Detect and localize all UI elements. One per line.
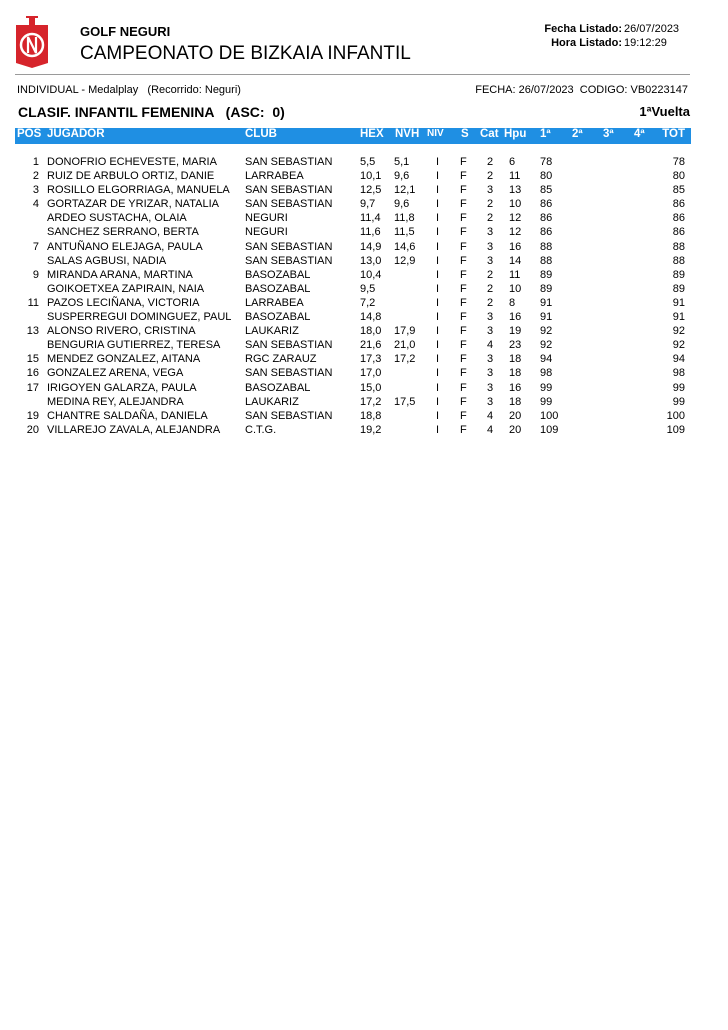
hex-cell: 14,8 — [360, 311, 382, 324]
hex-cell: 12,5 — [360, 184, 382, 197]
table-row — [0, 338, 728, 352]
position-cell: 20 — [26, 423, 39, 436]
hex-cell: 10,1 — [360, 170, 382, 183]
hpu-cell: 11 — [509, 268, 521, 281]
total-cell: 109 — [666, 423, 685, 436]
hpu-cell: 10 — [509, 282, 522, 295]
club-cell: NEGURI — [245, 226, 288, 239]
player-name: MENDEZ GONZALEZ, AITANA — [47, 353, 201, 366]
round-label: 1ªVuelta — [639, 104, 690, 119]
player-name: ROSILLO ELGORRIAGA, MANUELA — [47, 184, 230, 197]
hpu-cell: 16 — [509, 311, 522, 324]
sex-cell: F — [460, 240, 467, 253]
total-cell: 86 — [672, 198, 685, 211]
position-cell: 7 — [32, 240, 39, 253]
hex-cell: 18,0 — [360, 325, 382, 338]
round-1-cell: 91 — [540, 296, 553, 309]
player-name: VILLAREJO ZAVALA, ALEJANDRA — [47, 423, 221, 436]
club-cell: SAN SEBASTIAN — [245, 367, 333, 380]
sex-cell: F — [460, 226, 467, 239]
hex-cell: 21,6 — [360, 339, 382, 352]
club-cell: BASOZABAL — [245, 282, 311, 295]
club-cell: SAN SEBASTIAN — [245, 339, 333, 352]
hex-cell: 11,4 — [360, 212, 381, 225]
total-cell: 99 — [672, 381, 685, 394]
hpu-cell: 12 — [509, 212, 522, 225]
round-1-cell: 86 — [540, 212, 553, 225]
club-cell: SAN SEBASTIAN — [245, 156, 333, 168]
sex-cell: F — [460, 198, 467, 211]
category-cell: 3 — [487, 381, 494, 394]
club-cell: SAN SEBASTIAN — [245, 184, 333, 197]
total-cell: 88 — [672, 240, 685, 253]
col-pos: POS — [17, 128, 42, 140]
round-1-cell: 92 — [540, 325, 553, 338]
sex-cell: F — [460, 423, 467, 436]
player-name: BENGURIA GUTIERREZ, TERESA — [47, 339, 221, 352]
col-hex: HEX — [360, 128, 384, 140]
hpu-cell: 16 — [509, 381, 522, 394]
category-cell: 2 — [487, 268, 494, 281]
table-row — [0, 409, 728, 423]
list-date: 26/07/2023 — [624, 23, 680, 35]
table-row — [0, 296, 728, 310]
round-1-cell: 109 — [540, 423, 559, 436]
club-cell: SAN SEBASTIAN — [245, 409, 333, 422]
round-1-cell: 98 — [540, 367, 553, 380]
nvh-cell: 12,9 — [394, 254, 416, 267]
hpu-cell: 8 — [509, 296, 516, 309]
hpu-cell: 18 — [509, 395, 522, 408]
round-1-cell: 86 — [540, 226, 553, 239]
nvh-cell: 11,8 — [394, 212, 415, 225]
category-cell: 2 — [487, 296, 494, 309]
nvh-cell: 17,2 — [394, 353, 416, 366]
nvh-cell: 14,6 — [394, 240, 416, 253]
category-cell: 3 — [487, 311, 494, 324]
club-name: GOLF NEGURI — [80, 24, 171, 39]
hex-cell: 10,4 — [360, 268, 382, 281]
player-name: ARDEO SUSTACHA, OLAIA — [47, 212, 187, 225]
niv-cell: I — [436, 339, 440, 352]
table-row — [0, 423, 728, 437]
niv-cell: I — [436, 226, 440, 239]
player-name: PAZOS LECIÑANA, VICTORIA — [47, 296, 200, 309]
table-row — [0, 225, 728, 239]
category-cell: 2 — [487, 282, 494, 295]
player-name: DONOFRIO ECHEVESTE, MARIA — [47, 156, 217, 168]
sex-cell: F — [460, 296, 467, 309]
player-name: ALONSO RIVERO, CRISTINA — [47, 325, 196, 338]
sex-cell: F — [460, 184, 467, 197]
niv-cell: I — [436, 423, 440, 436]
nvh-cell: 9,6 — [394, 198, 410, 211]
event-title: CAMPEONATO DE BIZKAIA INFANTIL — [80, 43, 411, 64]
col-round-3: 3ª — [603, 128, 614, 140]
round-1-cell: 100 — [540, 409, 559, 422]
total-cell: 100 — [666, 409, 685, 422]
hex-cell: 14,9 — [360, 240, 382, 253]
hpu-cell: 20 — [509, 423, 522, 436]
col-hpu: Hpu — [504, 128, 527, 140]
niv-cell: I — [436, 156, 440, 168]
table-row — [0, 268, 728, 282]
competition-date-code: FECHA: 26/07/2023 CODIGO: VB0223147 — [475, 84, 688, 96]
col-s: S — [461, 128, 469, 140]
niv-cell: I — [436, 395, 440, 408]
col-round-1: 1ª — [540, 128, 551, 140]
sex-cell: F — [460, 156, 467, 168]
club-cell: LAUKARIZ — [245, 325, 299, 338]
sex-cell: F — [460, 381, 467, 394]
nvh-cell: 9,6 — [394, 170, 410, 183]
niv-cell: I — [436, 282, 440, 295]
hex-cell: 9,7 — [360, 198, 376, 211]
total-cell: 88 — [672, 254, 685, 267]
total-cell: 92 — [672, 325, 685, 338]
position-cell: 1 — [32, 156, 39, 168]
list-time-label: Hora Listado: — [551, 37, 622, 49]
position-cell: 15 — [26, 353, 39, 366]
hex-cell: 7,2 — [360, 296, 376, 309]
col-niv: NIV — [427, 128, 444, 139]
niv-cell: I — [436, 409, 440, 422]
niv-cell: I — [436, 296, 440, 309]
classification-title: CLASIF. INFANTIL FEMENINA (ASC: 0) — [18, 104, 285, 120]
club-cell: C.T.G. — [245, 423, 277, 436]
sex-cell: F — [460, 325, 467, 338]
hex-cell: 18,8 — [360, 409, 382, 422]
club-cell: SAN SEBASTIAN — [245, 240, 333, 253]
col-player: JUGADOR — [47, 128, 105, 140]
table-row — [0, 197, 728, 211]
category-cell: 2 — [487, 198, 494, 211]
player-name: GONZALEZ ARENA, VEGA — [47, 367, 184, 380]
total-cell: 91 — [672, 311, 685, 324]
niv-cell: I — [436, 353, 440, 366]
category-cell: 4 — [487, 423, 494, 436]
sex-cell: F — [460, 409, 467, 422]
round-1-cell: 88 — [540, 254, 553, 267]
sex-cell: F — [460, 268, 467, 281]
table-row — [0, 169, 728, 183]
niv-cell: I — [436, 367, 440, 380]
category-cell: 3 — [487, 325, 494, 338]
total-cell: 98 — [672, 367, 685, 380]
category-cell: 3 — [487, 184, 494, 197]
list-time: 19:12:29 — [624, 37, 667, 49]
sex-cell: F — [460, 170, 467, 183]
position-cell: 3 — [32, 184, 39, 197]
hex-cell: 11,6 — [360, 226, 381, 239]
club-cell: BASOZABAL — [245, 311, 311, 324]
niv-cell: I — [436, 325, 440, 338]
round-1-cell: 88 — [540, 240, 553, 253]
niv-cell: I — [436, 170, 440, 183]
category-cell: 4 — [487, 339, 494, 352]
niv-cell: I — [436, 212, 440, 225]
round-1-cell: 89 — [540, 282, 553, 295]
round-1-cell: 91 — [540, 311, 553, 324]
player-name: CHANTRE SALDAÑA, DANIELA — [47, 409, 208, 422]
club-cell: NEGURI — [245, 212, 288, 225]
hex-cell: 15,0 — [360, 381, 382, 394]
club-cell: RGC ZARAUZ — [245, 353, 317, 366]
club-cell: BASOZABAL — [245, 381, 311, 394]
col-cat: Cat — [480, 128, 499, 140]
round-1-cell: 89 — [540, 268, 553, 281]
position-cell: 4 — [32, 198, 39, 211]
hpu-cell: 10 — [509, 198, 522, 211]
club-cell: SAN SEBASTIAN — [245, 254, 333, 267]
table-row — [0, 395, 728, 409]
round-1-cell: 78 — [540, 156, 553, 168]
hpu-cell: 18 — [509, 353, 522, 366]
hex-cell: 5,5 — [360, 156, 376, 168]
hex-cell: 17,0 — [360, 367, 382, 380]
player-name: SUSPERREGUI DOMINGUEZ, PAUL — [47, 311, 232, 324]
category-cell: 2 — [487, 212, 494, 225]
player-name: MIRANDA ARANA, MARTINA — [47, 268, 193, 281]
nvh-cell: 5,1 — [394, 156, 410, 168]
table-row — [0, 310, 728, 324]
list-date-label: Fecha Listado: — [544, 23, 622, 35]
sex-cell: F — [460, 212, 467, 225]
table-row — [0, 324, 728, 338]
position-cell: 19 — [26, 409, 39, 422]
niv-cell: I — [436, 268, 440, 281]
player-name: GORTAZAR DE YRIZAR, NATALIA — [47, 198, 219, 211]
hex-cell: 17,2 — [360, 395, 382, 408]
player-name: MEDINA REY, ALEJANDRA — [47, 395, 184, 408]
player-name: ANTUÑANO ELEJAGA, PAULA — [47, 240, 203, 253]
player-name: SALAS AGBUSI, NADIA — [47, 254, 167, 267]
total-cell: 78 — [672, 156, 685, 168]
hpu-cell: 6 — [509, 156, 516, 168]
hpu-cell: 20 — [509, 409, 522, 422]
category-cell: 3 — [487, 353, 494, 366]
club-logo — [15, 15, 49, 69]
total-cell: 86 — [672, 226, 685, 239]
hex-cell: 17,3 — [360, 353, 382, 366]
category-cell: 3 — [487, 254, 494, 267]
total-cell: 80 — [672, 170, 685, 183]
competition-format: INDIVIDUAL - Medalplay (Recorrido: Neguri) — [17, 84, 241, 96]
category-cell: 2 — [487, 156, 494, 168]
round-1-cell: 86 — [540, 198, 553, 211]
total-cell: 89 — [672, 268, 685, 281]
hpu-cell: 18 — [509, 367, 522, 380]
results-table — [0, 155, 728, 437]
table-row — [0, 366, 728, 380]
hex-cell: 19,2 — [360, 423, 382, 436]
col-club: CLUB — [245, 128, 277, 140]
club-cell: LARRABEA — [245, 170, 304, 183]
table-row — [0, 183, 728, 197]
hpu-cell: 14 — [509, 254, 522, 267]
player-name: SANCHEZ SERRANO, BERTA — [47, 226, 199, 239]
table-row — [0, 282, 728, 296]
niv-cell: I — [436, 254, 440, 267]
niv-cell: I — [436, 240, 440, 253]
hpu-cell: 23 — [509, 339, 522, 352]
position-cell: 9 — [32, 268, 39, 281]
sex-cell: F — [460, 282, 467, 295]
hex-cell: 9,5 — [360, 282, 376, 295]
nvh-cell: 11,5 — [394, 226, 415, 239]
position-cell: 13 — [26, 325, 39, 338]
total-cell: 85 — [672, 184, 685, 197]
round-1-cell: 94 — [540, 353, 553, 366]
sex-cell: F — [460, 339, 467, 352]
player-name: GOIKOETXEA ZAPIRAIN, NAIA — [47, 282, 205, 295]
total-cell: 91 — [672, 296, 685, 309]
table-row — [0, 211, 728, 225]
club-cell: SAN SEBASTIAN — [245, 198, 333, 211]
category-cell: 4 — [487, 409, 494, 422]
hpu-cell: 11 — [509, 170, 521, 183]
sex-cell: F — [460, 353, 467, 366]
nvh-cell: 17,9 — [394, 325, 416, 338]
niv-cell: I — [436, 311, 440, 324]
table-row — [0, 155, 728, 169]
col-nvh: NVH — [395, 128, 420, 140]
sex-cell: F — [460, 254, 467, 267]
club-cell: LARRABEA — [245, 296, 304, 309]
sex-cell: F — [460, 367, 467, 380]
col-round-2: 2ª — [572, 128, 583, 140]
player-name: RUIZ DE ARBULO ORTIZ, DANIE — [47, 170, 215, 183]
table-row — [0, 381, 728, 395]
total-cell: 86 — [672, 212, 685, 225]
table-header — [15, 128, 691, 144]
nvh-cell: 17,5 — [394, 395, 416, 408]
hpu-cell: 19 — [509, 325, 522, 338]
header-divider — [15, 74, 690, 75]
round-1-cell: 80 — [540, 170, 553, 183]
niv-cell: I — [436, 198, 440, 211]
round-1-cell: 85 — [540, 184, 553, 197]
niv-cell: I — [436, 381, 440, 394]
sex-cell: F — [460, 311, 467, 324]
player-name: IRIGOYEN GALARZA, PAULA — [47, 381, 197, 394]
club-cell: BASOZABAL — [245, 268, 311, 281]
nvh-cell: 12,1 — [394, 184, 416, 197]
club-cell: LAUKARIZ — [245, 395, 299, 408]
col-total: TOT — [662, 128, 685, 140]
round-1-cell: 99 — [540, 395, 553, 408]
total-cell: 94 — [672, 353, 685, 366]
position-cell: 17 — [26, 381, 39, 394]
nvh-cell: 21,0 — [394, 339, 416, 352]
table-row — [0, 240, 728, 254]
col-round-4: 4ª — [634, 128, 645, 140]
round-1-cell: 99 — [540, 381, 553, 394]
table-row — [0, 352, 728, 366]
round-1-cell: 92 — [540, 339, 553, 352]
sex-cell: F — [460, 395, 467, 408]
category-cell: 3 — [487, 367, 494, 380]
hpu-cell: 13 — [509, 184, 522, 197]
niv-cell: I — [436, 184, 440, 197]
hpu-cell: 12 — [509, 226, 522, 239]
category-cell: 3 — [487, 240, 494, 253]
table-row — [0, 254, 728, 268]
position-cell: 11 — [27, 296, 39, 309]
total-cell: 89 — [672, 282, 685, 295]
hex-cell: 13,0 — [360, 254, 382, 267]
total-cell: 92 — [672, 339, 685, 352]
category-cell: 2 — [487, 170, 494, 183]
hpu-cell: 16 — [509, 240, 522, 253]
category-cell: 3 — [487, 395, 494, 408]
total-cell: 99 — [672, 395, 685, 408]
position-cell: 2 — [32, 170, 39, 183]
category-cell: 3 — [487, 226, 494, 239]
position-cell: 16 — [26, 367, 39, 380]
